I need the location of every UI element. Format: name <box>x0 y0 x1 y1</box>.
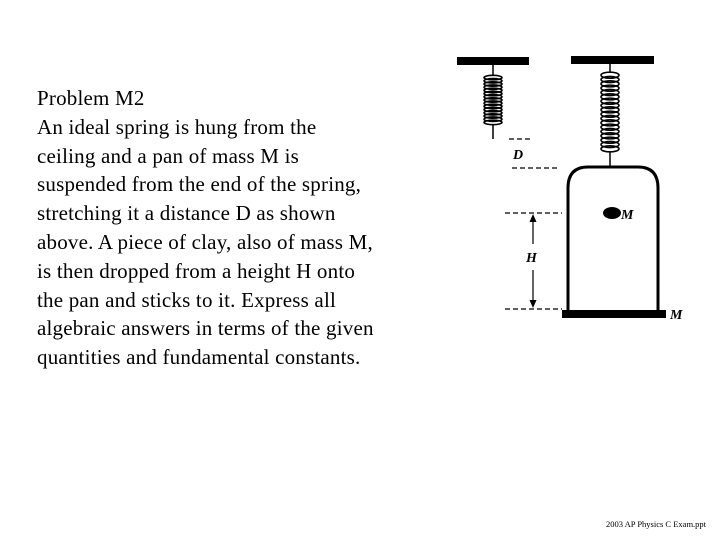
problem-line-1: An ideal spring is hung from the <box>37 114 317 139</box>
h-dimension <box>505 213 562 309</box>
problem-line-6: is then dropped from a height H onto <box>37 258 356 283</box>
right-spring <box>601 64 619 167</box>
right-ceiling-bar <box>571 56 654 64</box>
problem-line-3: suspended from the end of the spring, <box>37 172 362 197</box>
problem-title: Problem M2 <box>37 86 145 110</box>
clay-blob <box>603 207 621 219</box>
label-pan-mass: M <box>670 308 683 323</box>
problem-line-7: the pan and sticks to it. Express all <box>37 287 337 312</box>
left-spring <box>484 65 502 139</box>
d-dimension <box>509 139 560 168</box>
label-clay-mass: M <box>621 208 634 223</box>
left-ceiling-bar <box>457 57 529 65</box>
spring-coil <box>601 146 619 152</box>
label-h: H <box>526 251 537 266</box>
spring-coil <box>484 120 502 124</box>
footer-filename: 2003 AP Physics C Exam.ppt <box>606 519 707 529</box>
pan-frame <box>568 167 658 312</box>
problem-line-5: above. A piece of clay, also of mass M, <box>37 229 373 254</box>
problem-line-8: algebraic answers in terms of the given <box>37 316 374 341</box>
pan <box>562 310 666 318</box>
problem-line-4: stretching it a distance D as shown <box>37 201 336 226</box>
label-d: D <box>513 148 524 163</box>
problem-line-2: ceiling and a pan of mass M is <box>37 143 300 168</box>
problem-line-9: quantities and fundamental constants. <box>37 345 361 370</box>
